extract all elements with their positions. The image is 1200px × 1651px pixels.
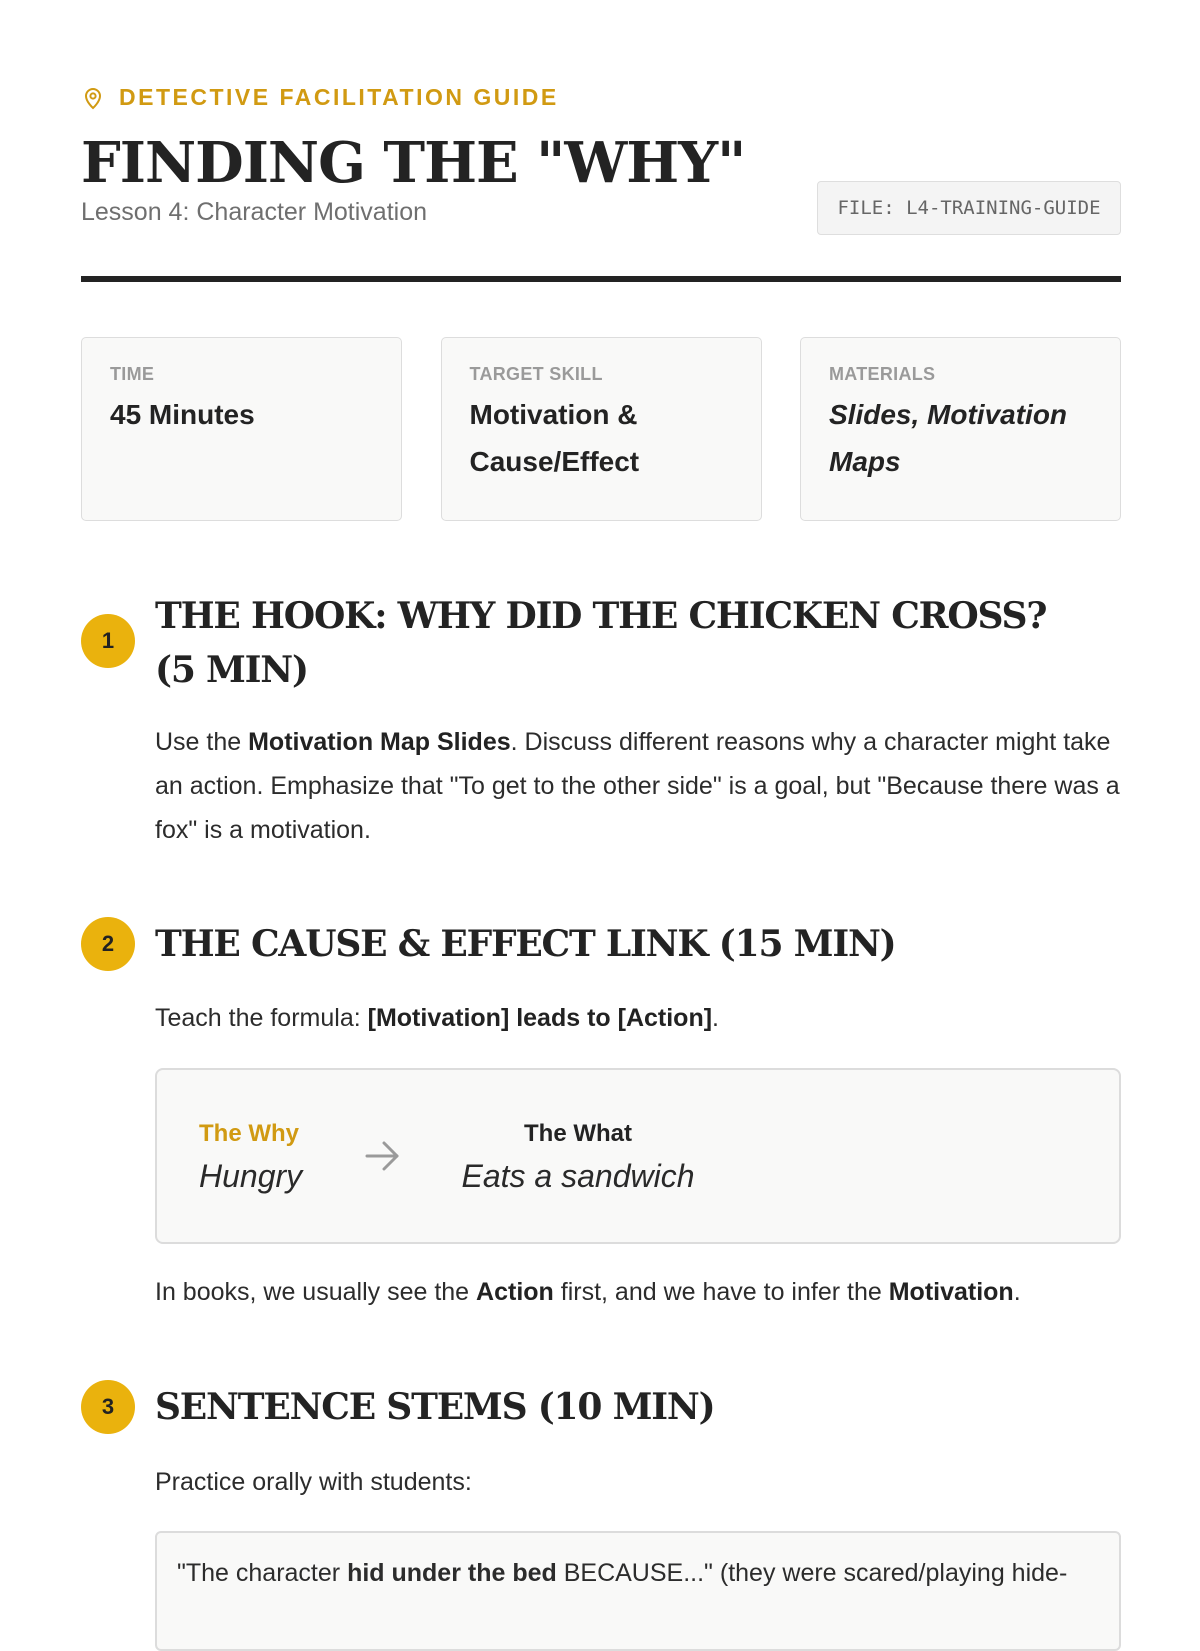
text-run: . [712, 1004, 719, 1032]
section-body [155, 720, 1121, 852]
guide-eyebrow [81, 84, 559, 111]
why-label: The Why [199, 1120, 299, 1147]
section-number-badge: 2 [81, 917, 135, 971]
text-run: Teach the formula: [155, 1004, 368, 1032]
text-run: Use the [155, 728, 249, 756]
bold-text: [Motivation] leads to [Action] [367, 1004, 713, 1032]
section-title: THE HOOK: WHY DID THE CHICKEN CROSS? (5 MIN) [155, 595, 1047, 691]
section-title: SENTENCE STEMS (10 MIN) [155, 1386, 715, 1428]
section-title: THE CAUSE & EFFECT LINK (15 MIN) [155, 923, 896, 965]
page-title: FINDING THE "WHY" [81, 130, 746, 196]
what-value: Eats a sandwich [461, 1158, 695, 1194]
section-number-badge: 3 [81, 1380, 135, 1434]
card-label: TIME [110, 364, 155, 384]
page-subtitle: Lesson 4: Character Motivation [81, 198, 428, 226]
why-value: Hungry [199, 1158, 303, 1194]
arrow-right-icon [363, 1136, 403, 1176]
card-label: MATERIALS [829, 364, 936, 384]
info-card-target-skill [441, 337, 762, 521]
file-badge: FILE: L4-TRAINING-GUIDE [817, 181, 1121, 235]
bold-text: hid under the bed [347, 1559, 557, 1587]
section-intro: Practice orally with students: [155, 1468, 472, 1496]
card-value: Slides, Motivation Maps [829, 399, 1068, 477]
what-label: The What [524, 1120, 632, 1147]
location-pin-icon [81, 86, 105, 110]
text-run: "The character [177, 1559, 348, 1587]
text-run: . Discuss different reasons why a character might take an action. Emphasize that "To get to the other side" is a goal, but "Because there was a fox" is a motivation. [155, 728, 1120, 844]
info-cards [81, 337, 1121, 521]
text-run: BECAUSE..." (they were scared/playing hide- [556, 1559, 1068, 1587]
card-value: Motivation & Cause/Effect [469, 399, 640, 477]
eyebrow-text: DETECTIVE FACILITATION GUIDE [119, 84, 559, 110]
card-value: 45 Minutes [110, 399, 255, 430]
card-label: TARGET SKILL [469, 364, 603, 384]
bold-text: Motivation [888, 1278, 1014, 1306]
section-note [155, 1270, 1121, 1314]
header-divider [81, 276, 1121, 282]
bold-text: Action [476, 1278, 554, 1306]
formula-example-box [155, 1068, 1121, 1244]
sentence-stem-box [155, 1531, 1121, 1651]
bold-text: Motivation Map Slides [248, 728, 511, 756]
text-run: first, and we have to infer the [553, 1278, 889, 1306]
info-card-time [81, 337, 402, 521]
formula-intro [155, 996, 1121, 1040]
text-run: . [1013, 1278, 1021, 1306]
section-number-badge: 1 [81, 614, 135, 668]
text-run: In books, we usually see the [155, 1278, 477, 1306]
info-card-materials [800, 337, 1121, 521]
